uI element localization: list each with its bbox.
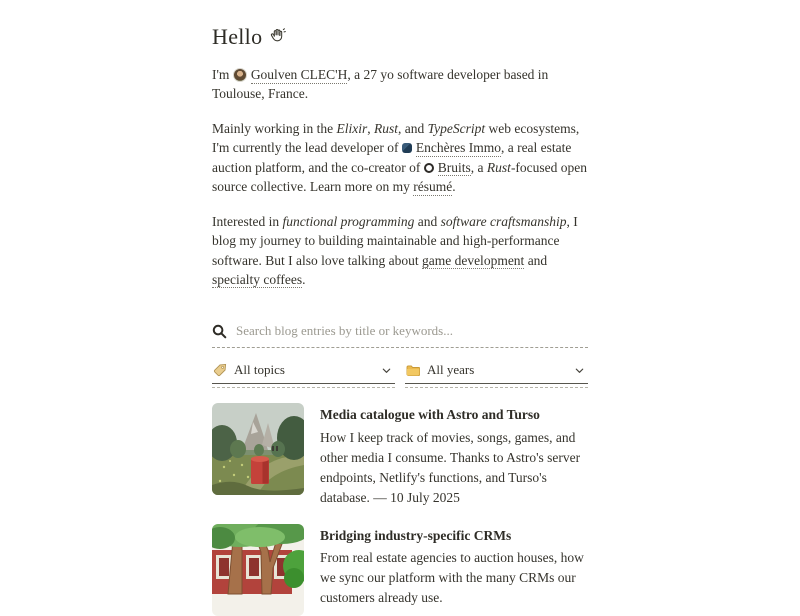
text-segment: , a [470, 159, 487, 175]
chevron-down-icon [574, 365, 585, 376]
search-icon [212, 324, 227, 339]
intro-paragraph-3 [212, 212, 588, 290]
folder-icon [406, 364, 420, 377]
encheres-immo-favicon [402, 143, 412, 153]
text-segment: and [414, 213, 441, 229]
bruits-link[interactable]: Bruits [437, 159, 471, 175]
text-segment: , and [398, 120, 428, 136]
years-select-value: All years [427, 362, 475, 378]
text-segment: , a 27 yo software developer based in Toulouse, France. [212, 67, 549, 102]
text-segment: Interested in [212, 213, 283, 229]
text-segment: I'm [212, 67, 233, 82]
entry-title-link[interactable]: Media catalogue with Astro and Turso [320, 407, 540, 423]
waving-hand-icon [269, 24, 286, 50]
search-input[interactable] [236, 323, 588, 339]
page-title [212, 24, 588, 50]
topics-select[interactable] [212, 360, 395, 384]
topics-select-value: All topics [234, 362, 285, 378]
text-segment: , I blog my journey to building maintainable and high-performance software. But I also love talking about [212, 213, 578, 268]
blog-entry [212, 403, 588, 507]
bruits-favicon [424, 163, 434, 173]
emphasis-text: functional programming [282, 213, 415, 229]
years-select-wrap [405, 360, 588, 388]
text-segment: Mainly working in the [212, 120, 337, 136]
text-segment: web ecosystems, I'm currently the lead developer of [212, 120, 580, 156]
search-bar [212, 323, 588, 348]
text-segment: and [524, 252, 548, 268]
emphasis-text: Elixir [336, 120, 368, 136]
entry-description [320, 548, 588, 608]
entry-text [320, 403, 588, 507]
entry-summary: From real estate agencies to auction houses, how we sync our platform with the many CRMs our customers already use. [320, 550, 584, 606]
author-link[interactable]: Goulven CLEC'H [250, 67, 348, 82]
emphasis-text: software craftsmanship [440, 213, 567, 229]
text-segment: , [367, 120, 374, 136]
emphasis-text: TypeScript [427, 120, 486, 136]
emphasis-text: Rust [374, 120, 399, 136]
entry-title-link[interactable]: Bridging industry-specific CRMs [320, 527, 512, 543]
text-segment: , a real estate auction platform, and the co-creator of [212, 140, 572, 175]
entry-description [320, 428, 588, 507]
text-segment: . [302, 271, 306, 287]
entry-thumbnail-garden-painting[interactable] [212, 403, 304, 495]
blog-entry [212, 524, 588, 616]
entry-thumbnail-barn-illustration[interactable] [212, 524, 304, 616]
entry-text [320, 524, 588, 616]
avatar-image [233, 68, 247, 82]
intro-paragraph-1 [212, 65, 588, 104]
intro-paragraph-2 [212, 119, 588, 197]
encheres-immo-link[interactable]: Enchères Immo [415, 140, 501, 156]
resume-link[interactable]: résumé [413, 179, 453, 195]
tag-icon [213, 363, 227, 377]
text-segment: . [452, 179, 456, 195]
game-development-link[interactable]: game development [421, 252, 525, 268]
page-content [212, 0, 588, 616]
chevron-down-icon [381, 365, 392, 376]
entry-date: — 10 July 2025 [373, 489, 460, 505]
entry-summary: How I keep track of movies, songs, games, and other media I consume. Thanks to Astro's server endpoints, Netlify's functions, and Turso's database. [320, 430, 581, 505]
filter-row [212, 360, 588, 388]
specialty-coffees-link[interactable]: specialty coffees [212, 271, 303, 287]
greeting-text: Hello [212, 24, 263, 49]
blog-entry-list [212, 403, 588, 615]
years-select[interactable] [405, 360, 588, 384]
text-segment: -focused open source collective. Learn more on my [212, 159, 588, 195]
topics-select-wrap [212, 360, 395, 388]
emphasis-text: Rust [486, 159, 511, 175]
